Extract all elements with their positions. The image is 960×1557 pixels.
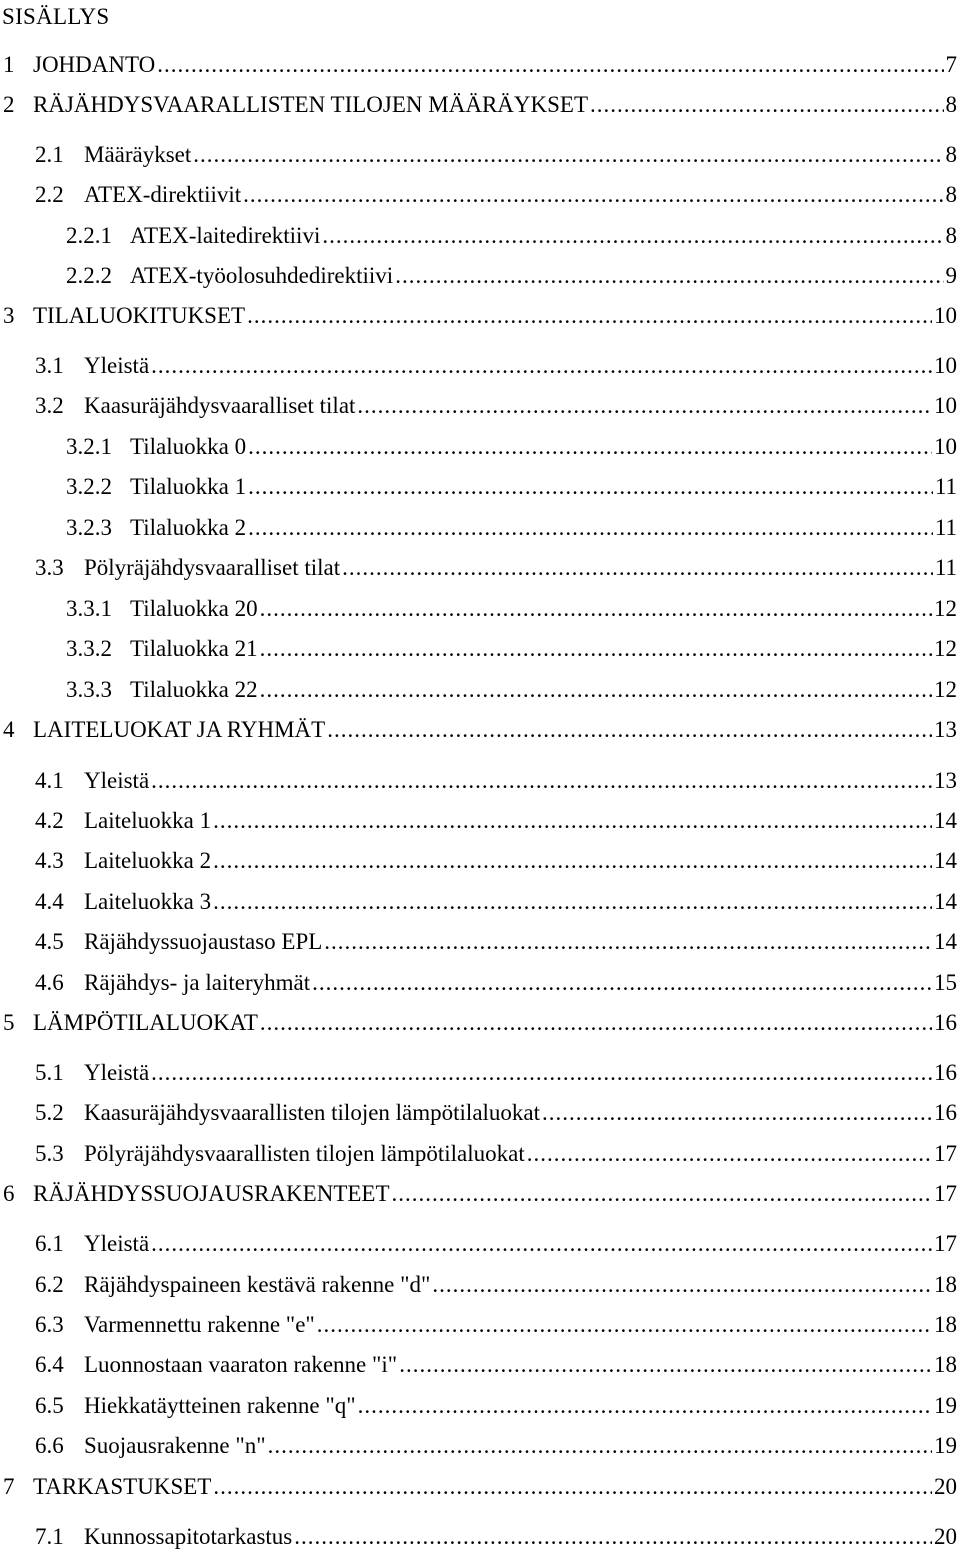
dot-leader — [294, 1523, 932, 1551]
toc-entry[interactable] — [35, 352, 957, 380]
toc-entry[interactable] — [35, 969, 957, 997]
toc-entry-page-number: 13 — [934, 768, 957, 793]
toc-entry-title: LAITELUOKAT JA RYHMÄT — [33, 717, 326, 742]
toc-entry-page-number: 15 — [934, 970, 957, 995]
toc-entry-page-number: 18 — [934, 1312, 957, 1337]
toc-entry-title: Kunnossapitotarkastus — [84, 1524, 293, 1549]
toc-entry-number: 3.2.3 — [66, 515, 112, 540]
toc-entry[interactable] — [35, 1392, 957, 1420]
toc-entry-number: 2.1 — [35, 142, 64, 167]
toc-entry[interactable] — [35, 807, 957, 835]
toc-entry-title: Räjähdyssuojaustaso EPL — [84, 929, 323, 954]
toc-entry[interactable] — [35, 1523, 957, 1551]
toc-entry[interactable] — [35, 392, 957, 420]
toc-entry-title: Yleistä — [84, 1231, 150, 1256]
toc-entry-number: 2.2.2 — [66, 263, 112, 288]
toc-entry[interactable] — [66, 262, 957, 290]
toc-entry[interactable] — [66, 433, 957, 461]
dot-leader — [213, 847, 932, 875]
toc-entry[interactable] — [35, 181, 957, 209]
toc-entry-title: ATEX-työolosuhdedirektiivi — [130, 263, 394, 288]
toc-entry-page-number: 19 — [934, 1433, 957, 1458]
toc-entry-number: 4.6 — [35, 970, 64, 995]
toc-entry[interactable] — [35, 141, 957, 169]
toc-entry[interactable] — [66, 473, 957, 501]
toc-entry-number: 6.3 — [35, 1312, 64, 1337]
toc-entry-page-number: 13 — [934, 717, 957, 742]
toc-entry-page-number: 12 — [934, 677, 957, 702]
toc-entry-number: 6.2 — [35, 1272, 64, 1297]
toc-entry-page-number: 14 — [934, 848, 957, 873]
toc-entry-number: 4.2 — [35, 808, 64, 833]
toc-entry-number: 2.2.1 — [66, 223, 112, 248]
toc-entry[interactable] — [35, 554, 957, 582]
toc-entry-number: 5.1 — [35, 1060, 64, 1085]
toc-entry-number: 4.4 — [35, 889, 64, 914]
dot-leader — [151, 352, 932, 380]
toc-entry[interactable] — [3, 91, 957, 119]
dot-leader — [157, 51, 943, 79]
toc-entry-page-number: 8 — [945, 142, 957, 167]
toc-entry-title: ATEX-direktiivit — [84, 182, 242, 207]
dot-leader — [395, 262, 943, 290]
toc-entry-title: RÄJÄHDYSVAARALLISTEN TILOJEN MÄÄRÄYKSET — [33, 92, 588, 117]
toc-entry-page-number: 10 — [934, 303, 957, 328]
toc-entry-page-number: 17 — [934, 1231, 957, 1256]
toc-entry-number: 3.3.2 — [66, 636, 112, 661]
dot-leader — [392, 1180, 932, 1208]
toc-entry-title: RÄJÄHDYSSUOJAUSRAKENTEET — [33, 1181, 390, 1206]
toc-entry-title: Yleistä — [84, 353, 150, 378]
toc-entry-title: Suojausrakenne "n" — [84, 1433, 266, 1458]
dot-leader — [213, 807, 932, 835]
toc-entry-page-number: 17 — [934, 1181, 957, 1206]
toc-entry-title: Tilaluokka 0 — [130, 434, 247, 459]
toc-entry-title: Varmennettu rakenne "e" — [84, 1312, 315, 1337]
toc-entry-title: JOHDANTO — [33, 52, 156, 77]
toc-entry-page-number: 8 — [945, 92, 957, 117]
toc-entry-page-number: 8 — [945, 182, 957, 207]
dot-leader — [312, 969, 932, 997]
toc-entry-number: 5.3 — [35, 1141, 64, 1166]
dot-leader — [260, 595, 932, 623]
toc-entry[interactable] — [35, 888, 957, 916]
dot-leader — [260, 635, 932, 663]
toc-entry-page-number: 18 — [934, 1352, 957, 1377]
toc-entry-page-number: 16 — [934, 1010, 957, 1035]
toc-entry-number: 2 — [3, 92, 15, 117]
toc-entry-title: LÄMPÖTILALUOKAT — [33, 1010, 258, 1035]
dot-leader — [317, 1311, 932, 1339]
dot-leader — [213, 1473, 932, 1501]
toc-entry[interactable] — [35, 928, 957, 956]
toc-entry-page-number: 19 — [934, 1393, 957, 1418]
toc-entry-page-number: 14 — [934, 889, 957, 914]
toc-entry-number: 6 — [3, 1181, 15, 1206]
toc-entry-page-number: 12 — [934, 596, 957, 621]
dot-leader — [542, 1099, 932, 1127]
dot-leader — [342, 554, 933, 582]
toc-entry-number: 4.5 — [35, 929, 64, 954]
toc-entry-number: 4 — [3, 717, 15, 742]
toc-entry-title: Hiekkatäytteinen rakenne "q" — [84, 1393, 356, 1418]
toc-entry-page-number: 10 — [934, 353, 957, 378]
toc-heading: SISÄLLYS — [2, 4, 110, 29]
dot-leader — [243, 181, 943, 209]
toc-entry-number: 7 — [3, 1474, 15, 1499]
toc-entry-number: 4.3 — [35, 848, 64, 873]
toc-entry-title: Pölyräjähdysvaaralliset tilat — [84, 555, 341, 580]
toc-entry-number: 3.2 — [35, 393, 64, 418]
toc-entry-page-number: 8 — [945, 223, 957, 248]
toc-entry-title: Tilaluokka 1 — [130, 474, 247, 499]
toc-entry-number: 4.1 — [35, 768, 64, 793]
toc-entry-page-number: 10 — [934, 434, 957, 459]
toc-entry-title: TILALUOKITUKSET — [33, 303, 246, 328]
dot-leader — [327, 716, 932, 744]
toc-entry[interactable] — [35, 1099, 957, 1127]
toc-entry-title: Tilaluokka 2 — [130, 515, 247, 540]
toc-entry[interactable] — [3, 716, 957, 744]
toc-entry-number: 6.6 — [35, 1433, 64, 1458]
toc-entry[interactable] — [35, 847, 957, 875]
toc-entry-page-number: 20 — [934, 1474, 957, 1499]
toc-entry[interactable] — [35, 1432, 957, 1460]
toc-entry-title: Räjähdys- ja laiteryhmät — [84, 970, 311, 995]
toc-entry-title: ATEX-laitedirektiivi — [130, 223, 321, 248]
toc-entry[interactable] — [66, 635, 957, 663]
toc-entry[interactable] — [35, 1351, 957, 1379]
toc-entry-title: Luonnostaan vaaraton rakenne "i" — [84, 1352, 398, 1377]
toc-entry-page-number: 9 — [945, 263, 957, 288]
toc-entry-title: Yleistä — [84, 1060, 150, 1085]
toc-entry-number: 3.2.1 — [66, 434, 112, 459]
toc-entry-number: 6.1 — [35, 1231, 64, 1256]
toc-entry[interactable] — [35, 1230, 957, 1258]
toc-entry[interactable] — [3, 1473, 957, 1501]
toc-entry-number: 1 — [3, 52, 15, 77]
toc-entry-page-number: 18 — [934, 1272, 957, 1297]
toc-entry-number: 5 — [3, 1010, 15, 1035]
toc-entry-number: 6.5 — [35, 1393, 64, 1418]
toc-entry-page-number: 10 — [934, 393, 957, 418]
toc-entry-page-number: 14 — [934, 808, 957, 833]
toc-entry-title: Kaasuräjähdysvaaralliset tilat — [84, 393, 356, 418]
toc-entry[interactable] — [35, 1271, 957, 1299]
toc-entry[interactable] — [35, 1059, 957, 1087]
toc-entry-number: 3.3.3 — [66, 677, 112, 702]
dot-leader — [151, 1230, 932, 1258]
toc-entry-number: 3 — [3, 303, 15, 328]
toc-entry[interactable] — [35, 767, 957, 795]
dot-leader — [248, 433, 932, 461]
toc-entry[interactable] — [3, 302, 957, 330]
dot-leader — [268, 1432, 932, 1460]
toc-entry-page-number: 14 — [934, 929, 957, 954]
toc-entry-number: 6.4 — [35, 1352, 64, 1377]
dot-leader — [248, 514, 933, 542]
toc-entry-page-number: 11 — [934, 555, 957, 580]
toc-entry[interactable] — [3, 51, 957, 79]
toc-entry-title: Laiteluokka 1 — [84, 808, 212, 833]
dot-leader — [590, 91, 944, 119]
dot-leader — [432, 1271, 932, 1299]
dot-leader — [358, 1392, 932, 1420]
toc-entry[interactable] — [66, 222, 957, 250]
toc-entry-title: Laiteluokka 2 — [84, 848, 212, 873]
toc-entry-number: 2.2 — [35, 182, 64, 207]
toc-entry[interactable] — [66, 676, 957, 704]
toc-entry-title: Tilaluokka 20 — [130, 596, 258, 621]
toc-entry-title: Tilaluokka 22 — [130, 677, 258, 702]
toc-entry-page-number: 16 — [934, 1060, 957, 1085]
toc-entry-page-number: 11 — [934, 474, 957, 499]
toc-entry-page-number: 17 — [934, 1141, 957, 1166]
toc-entry-title: Määräykset — [84, 142, 192, 167]
toc-entry-number: 7.1 — [35, 1524, 64, 1549]
toc-entry[interactable] — [66, 595, 957, 623]
toc-entry-page-number: 7 — [945, 52, 957, 77]
toc-entry[interactable] — [66, 514, 957, 542]
dot-leader — [247, 302, 932, 330]
toc-entry-title: Laiteluokka 3 — [84, 889, 212, 914]
toc-entry[interactable] — [3, 1009, 957, 1037]
toc-entry-title: Kaasuräjähdysvaarallisten tilojen lämpötilaluokat — [84, 1100, 541, 1125]
dot-leader — [260, 676, 932, 704]
dot-leader — [213, 888, 932, 916]
dot-leader — [322, 222, 943, 250]
toc-entry[interactable] — [35, 1140, 957, 1168]
toc-entry-title: Yleistä — [84, 768, 150, 793]
dot-leader — [151, 767, 932, 795]
toc-entry[interactable] — [35, 1311, 957, 1339]
toc-entry-number: 5.2 — [35, 1100, 64, 1125]
toc-entry-page-number: 11 — [934, 515, 957, 540]
toc-entry-title: TARKASTUKSET — [33, 1474, 212, 1499]
dot-leader — [357, 392, 932, 420]
dot-leader — [527, 1140, 932, 1168]
toc-entry-page-number: 12 — [934, 636, 957, 661]
toc-entry[interactable] — [3, 1180, 957, 1208]
dot-leader — [248, 473, 933, 501]
dot-leader — [399, 1351, 932, 1379]
toc-entry-title: Pölyräjähdysvaarallisten tilojen lämpötilaluokat — [84, 1141, 525, 1166]
toc-entry-title: Tilaluokka 21 — [130, 636, 258, 661]
dot-leader — [151, 1059, 932, 1087]
dot-leader — [193, 141, 943, 169]
toc-entry-number: 3.3 — [35, 555, 64, 580]
toc-entry-number: 3.3.1 — [66, 596, 112, 621]
toc-entry-number: 3.2.2 — [66, 474, 112, 499]
dot-leader — [324, 928, 932, 956]
toc-entry-title: Räjähdyspaineen kestävä rakenne "d" — [84, 1272, 431, 1297]
toc-entry-number: 3.1 — [35, 353, 64, 378]
toc-entry-page-number: 16 — [934, 1100, 957, 1125]
toc-entry-page-number: 20 — [934, 1524, 957, 1549]
dot-leader — [260, 1009, 932, 1037]
